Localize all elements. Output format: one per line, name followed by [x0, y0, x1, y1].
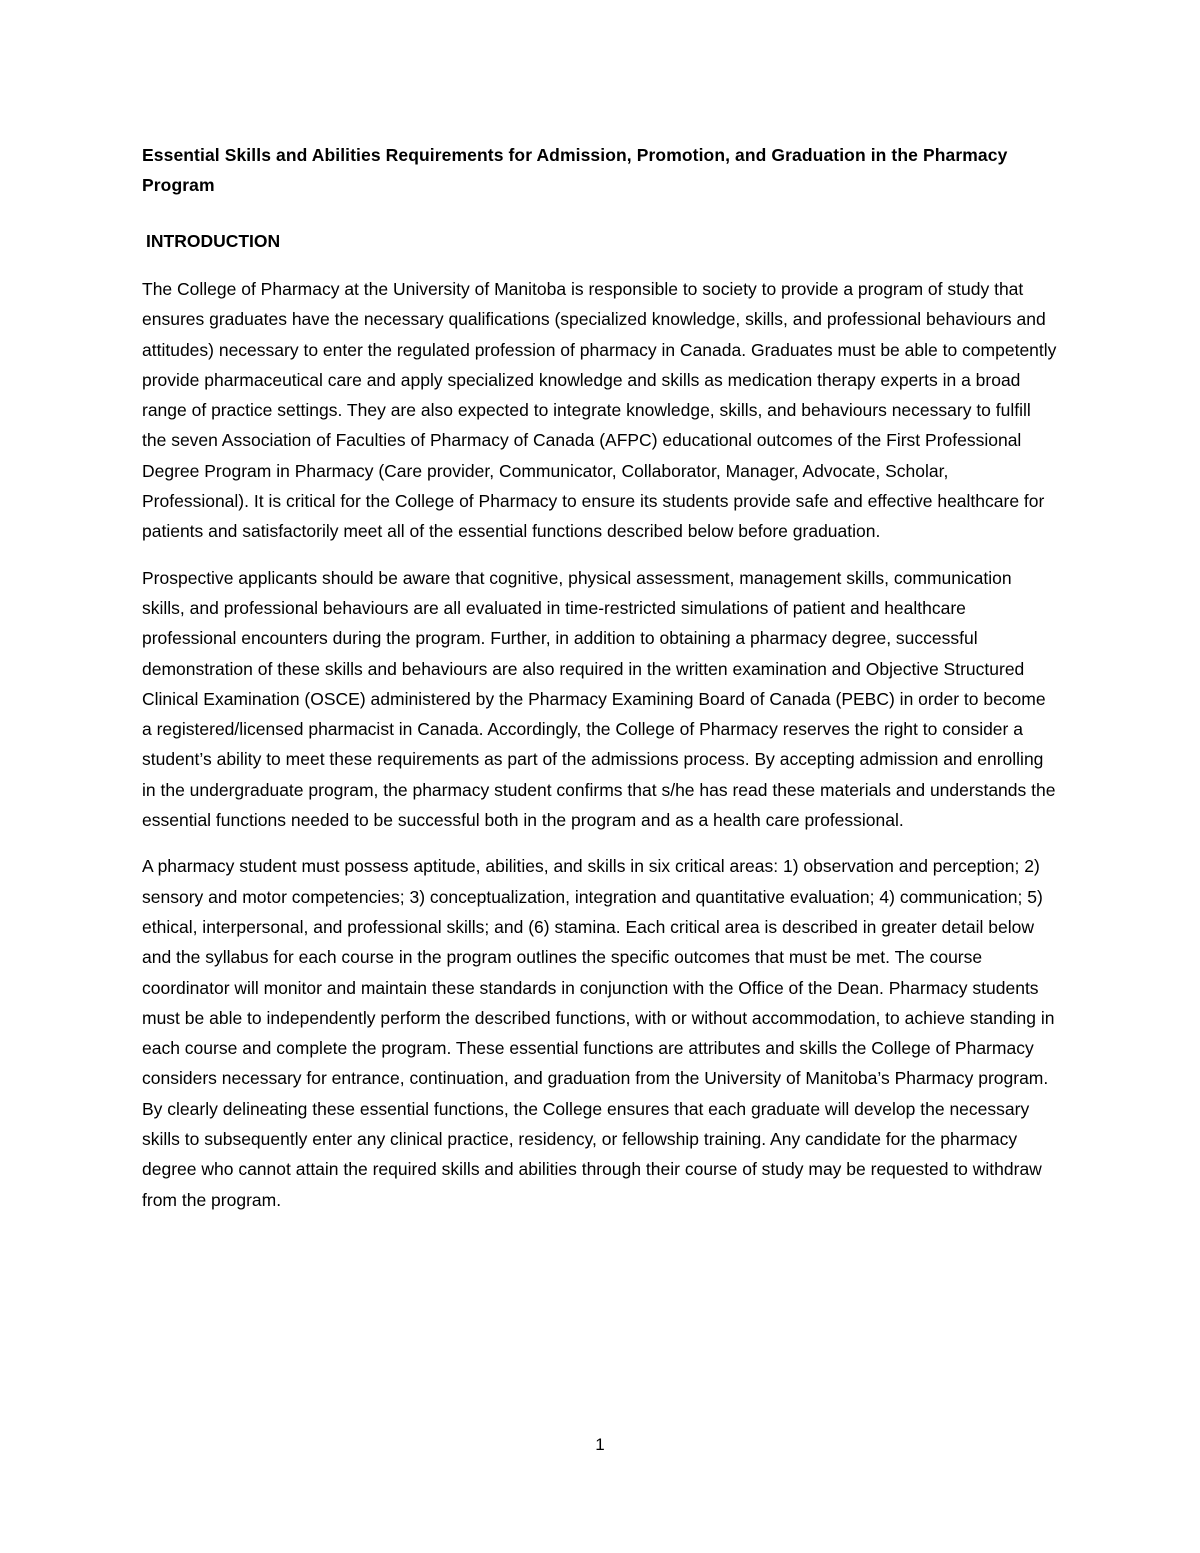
page-number: 1 [595, 1435, 605, 1454]
document-page [142, 140, 1058, 1231]
section-heading-introduction: INTRODUCTION [146, 231, 281, 251]
paragraph-2: Prospective applicants should be aware that cognitive, physical assessment, management skills, communication skills, and professional behaviours are all evaluated in time-restricted simulations of patient and healthcare professional encounters during the program. Further, in addition to obtaining a pharmacy degree, successful demonstration of these skills and behaviours are also required in the written examination and Objective Structured Clinical Examination (OSCE) administered by the Pharmacy Examining Board of Canada (PEBC) in order to become a registered/licensed pharmacist in Canada. Accordingly, the College of Pharmacy reserves the right to consider a student’s ability to meet these requirements as part of the admissions process. By accepting admission and enrolling in the undergraduate program, the pharmacy student confirms that s/he has read these materials and understands the essential functions needed to be successful both in the program and as a health care professional. [142, 567, 1056, 831]
document-title: Essential Skills and Abilities Requirements for Admission, Promotion, and Graduation in the Pharmacy Program [142, 145, 1008, 195]
paragraph-3: A pharmacy student must possess aptitude, abilities, and skills in six critical areas: 1) observation and perception; 2) sensory and motor competencies; 3) conceptualization, integration and quantitative evaluation; 4) communication; 5) ethical, interpersonal, and professional skills; and (6) stamina. Each critical area is described in greater detail below and the syllabus for each course in the program outlines the specific outcomes that must be met. The course coordinator will monitor and maintain these standards in conjunction with the Office of the Dean. Pharmacy students must be able to independently perform the described functions, with or without accommodation, to achieve standing in each course and complete the program. These essential functions are attributes and skills the College of Pharmacy considers necessary for entrance, continuation, and graduation from the University of Manitoba’s Pharmacy program. By clearly delineating these essential functions, the College ensures that each graduate will develop the necessary skills to subsequently enter any clinical practice, residency, or fellowship training. Any candidate for the pharmacy degree who cannot attain the required skills and abilities through their course of study may be requested to withdraw from the program. [142, 856, 1055, 1210]
paragraph-1: The College of Pharmacy at the University of Manitoba is responsible to society to provide a program of study that ensures graduates have the necessary qualifications (specialized knowledge, skills, and professional behaviours and attitudes) necessary to enter the regulated profession of pharmacy in Canada. Graduates must be able to competently provide pharmaceutical care and apply specialized knowledge and skills as medication therapy experts in a broad range of practice settings. They are also expected to integrate knowledge, skills, and behaviours necessary to fulfill the seven Association of Faculties of Pharmacy of Canada (AFPC) educational outcomes of the First Professional Degree Program in Pharmacy (Care provider, Communicator, Collaborator, Manager, Advocate, Scholar, Professional). It is critical for the College of Pharmacy to ensure its students provide safe and effective healthcare for patients and satisfactorily meet all of the essential functions described below before graduation. [142, 279, 1057, 542]
